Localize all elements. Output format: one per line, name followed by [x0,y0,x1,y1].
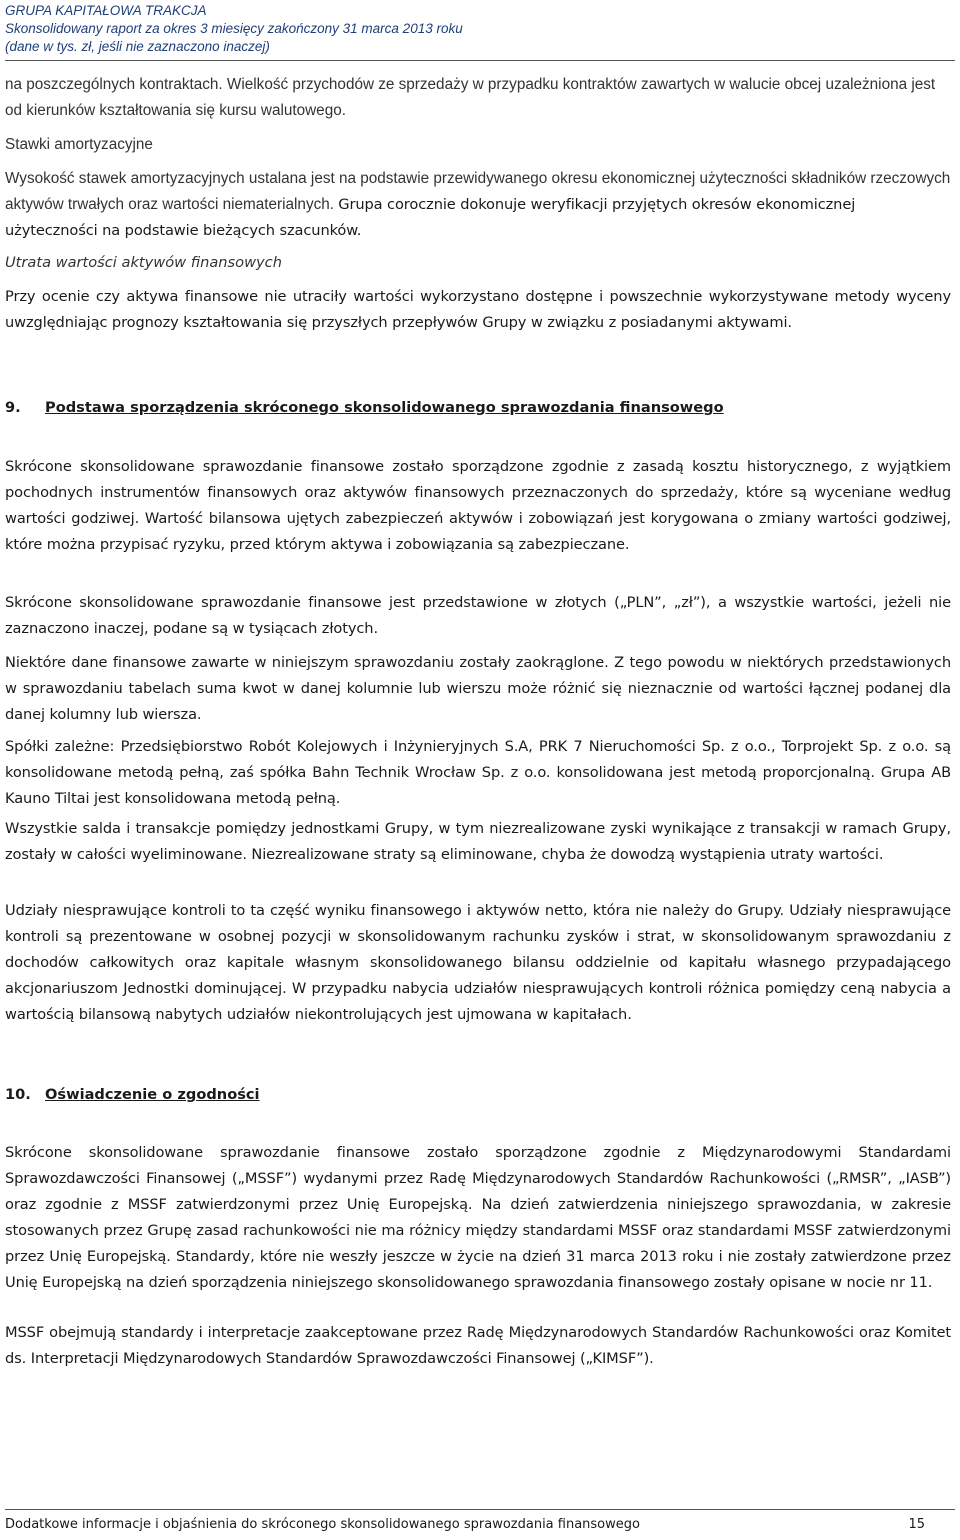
footer-divider [5,1509,955,1510]
impairment-paragraph: Przy ocenie czy aktywa finansowe nie utraciły wartości wykorzystano dostępne i powszechnie wykorzystywane metody wyceny uwzględniając prognozy kształtowania się przyszłych przepływów Grupy w związku z posiadanymi aktywami. [5,288,951,331]
section-9-number: 9. [5,399,21,416]
impairment-subtitle: Utrata wartości aktywów finansowych [5,254,282,271]
section-10-paragraph-1: Skrócone skonsolidowane sprawozdanie finansowe zostało sporządzone zgodnie z Międzynarodowymi Standardami Sprawozdawczości Finansowej („MSSF”) wydanymi przez Radę Międzynarodowych Standardów Rachunkowości („RMSR”, „IASB”) oraz zgodnie z MSSF zatwierdzonymi przez Unię Europejską. Na dzień zatwierdzenia niniejszego sprawozdania, w zakresie stosowanych przez Grupę zasad rachunkowości nie ma różnicy między standardami MSSF oraz standardami MSSF zatwierdzonymi przez Unię Europejską. Standardy, które nie weszły jeszcze w życie na dzień 31 marca 2013 roku i nie zostały zatwierdzone przez Unię Europejską na dzień sporządzenia niniejszego skonsolidowanego sprawozdania finansowego zostały opisane w nocie nr 11. [5,1144,951,1291]
amortization-subtitle: Stawki amortyzacyjne [5,136,153,153]
section-9-heading [5,395,951,421]
header-company: GRUPA KAPITAŁOWA TRAKCJA [5,3,207,18]
section-9-paragraph-3: Niektóre dane finansowe zawarte w niniejszym sprawozdaniu zostały zaokrąglone. Z tego powodu w niektórych przedstawionych w sprawozdaniu tabelach suma kwot w danej kolumnie lub wierszu może różnić się nieznacznie od wartości łącznej podanej dla danej kolumny lub wiersza. [5,654,951,723]
section-9-paragraph-6: Udziały niesprawujące kontroli to ta część wyniku finansowego i aktywów netto, która nie należy do Grupy. Udziały niesprawujące kontroli są prezentowane w osobnej pozycji w skonsolidowanym rachunku zysków i strat, w skonsolidowanym sprawozdaniu z dochodów całkowitych oraz kapitale własnym skonsolidowanego bilansu oddzielnie od kapitału własnego przypadającego akcjonariuszom Jednostki dominującej. W przypadku nabycia udziałów niesprawujących kontroli różnica pomiędzy ceną nabycia a wartością bilansową nabytych udziałów niekontrolujących jest ujmowana w kapitałach. [5,902,951,1023]
section-10-title: Oświadczenie o zgodności [45,1086,260,1103]
section-10-heading [5,1082,951,1108]
page-header [5,2,955,56]
header-report-title: Skonsolidowany raport za okres 3 miesięcy zakończony 31 marca 2013 roku [5,21,463,36]
section-9-paragraph-4: Spółki zależne: Przedsiębiorstwo Robót Kolejowych i Inżynieryjnych S.A, PRK 7 Nieruchomości Sp. z o.o., Torprojekt Sp. z o.o. są konsolidowane metodą pełną, zaś spółka Bahn Technik Wrocław Sp. z o.o. konsolidowana jest metodą proporcjonalną. Grupa AB Kauno Tiltai jest konsolidowana metodą pełną. [5,738,951,807]
amortization-paragraph-part2: Grupa corocznie dokonuje weryfikacji przyjętych okresów ekonomicznej użyteczności na podstawie bieżących szacunków. [5,196,856,239]
page-footer [5,1515,955,1535]
section-9-title: Podstawa sporządzenia skróconego skonsolidowanego sprawozdania finansowego [45,399,724,416]
section-10-paragraph-2: MSSF obejmują standardy i interpretacje zaakceptowane przez Radę Międzynarodowych Standardów Rachunkowości oraz Komitet ds. Interpretacji Międzynarodowych Standardów Sprawozdawczości Finansowej („KIMSF”). [5,1324,951,1367]
amortization-paragraph-part1: Wysokość stawek amortyzacyjnych ustalana jest na podstawie przewidywanego okresu ekonomicznej użyteczności składników rzeczowych aktywów trwałych oraz wartości niematerialnych. [5,170,951,213]
header-units-note: (dane w tys. zł, jeśli nie zaznaczono inaczej) [5,39,270,54]
section-9-paragraph-1: Skrócone skonsolidowane sprawozdanie finansowe zostało sporządzone zgodnie z zasadą kosztu historycznego, z wyjątkiem pochodnych instrumentów finansowych oraz aktywów finansowych przeznaczonych do sprzedaży, które są wyceniane według wartości godziwej. Wartość bilansowa ujętych zabezpieczeń aktywów i zobowiązań jest korygowana o zmiany wartości godziwej, które można przypisać ryzyku, przed którym aktywa i zobowiązania są zabezpieczane. [5,458,951,553]
amortization-paragraph [5,166,951,244]
section-10-number: 10. [5,1086,31,1103]
footer-text: Dodatkowe informacje i objaśnienia do skróconego skonsolidowanego sprawozdania finansowego [5,1517,640,1532]
header-divider [5,60,955,61]
page-number: 15 [908,1517,925,1532]
section-9-paragraph-5: Wszystkie salda i transakcje pomiędzy jednostkami Grupy, w tym niezrealizowane zyski wynikające z transakcji w ramach Grupy, zostały w całości wyeliminowane. Niezrealizowane straty są eliminowane, chyba że dowodzą wystąpienia utraty wartości. [5,820,951,863]
continued-paragraph: na poszczególnych kontraktach. Wielkość przychodów ze sprzedaży w przypadku kontraktów zawartych w walucie obcej uzależniona jest od kierunków kształtowania się kursu walutowego. [5,76,936,119]
section-9-paragraph-2: Skrócone skonsolidowane sprawozdanie finansowe jest przedstawione w złotych („PLN”, „zł”), a wszystkie wartości, jeżeli nie zaznaczono inaczej, podane są w tysiącach złotych. [5,594,951,637]
